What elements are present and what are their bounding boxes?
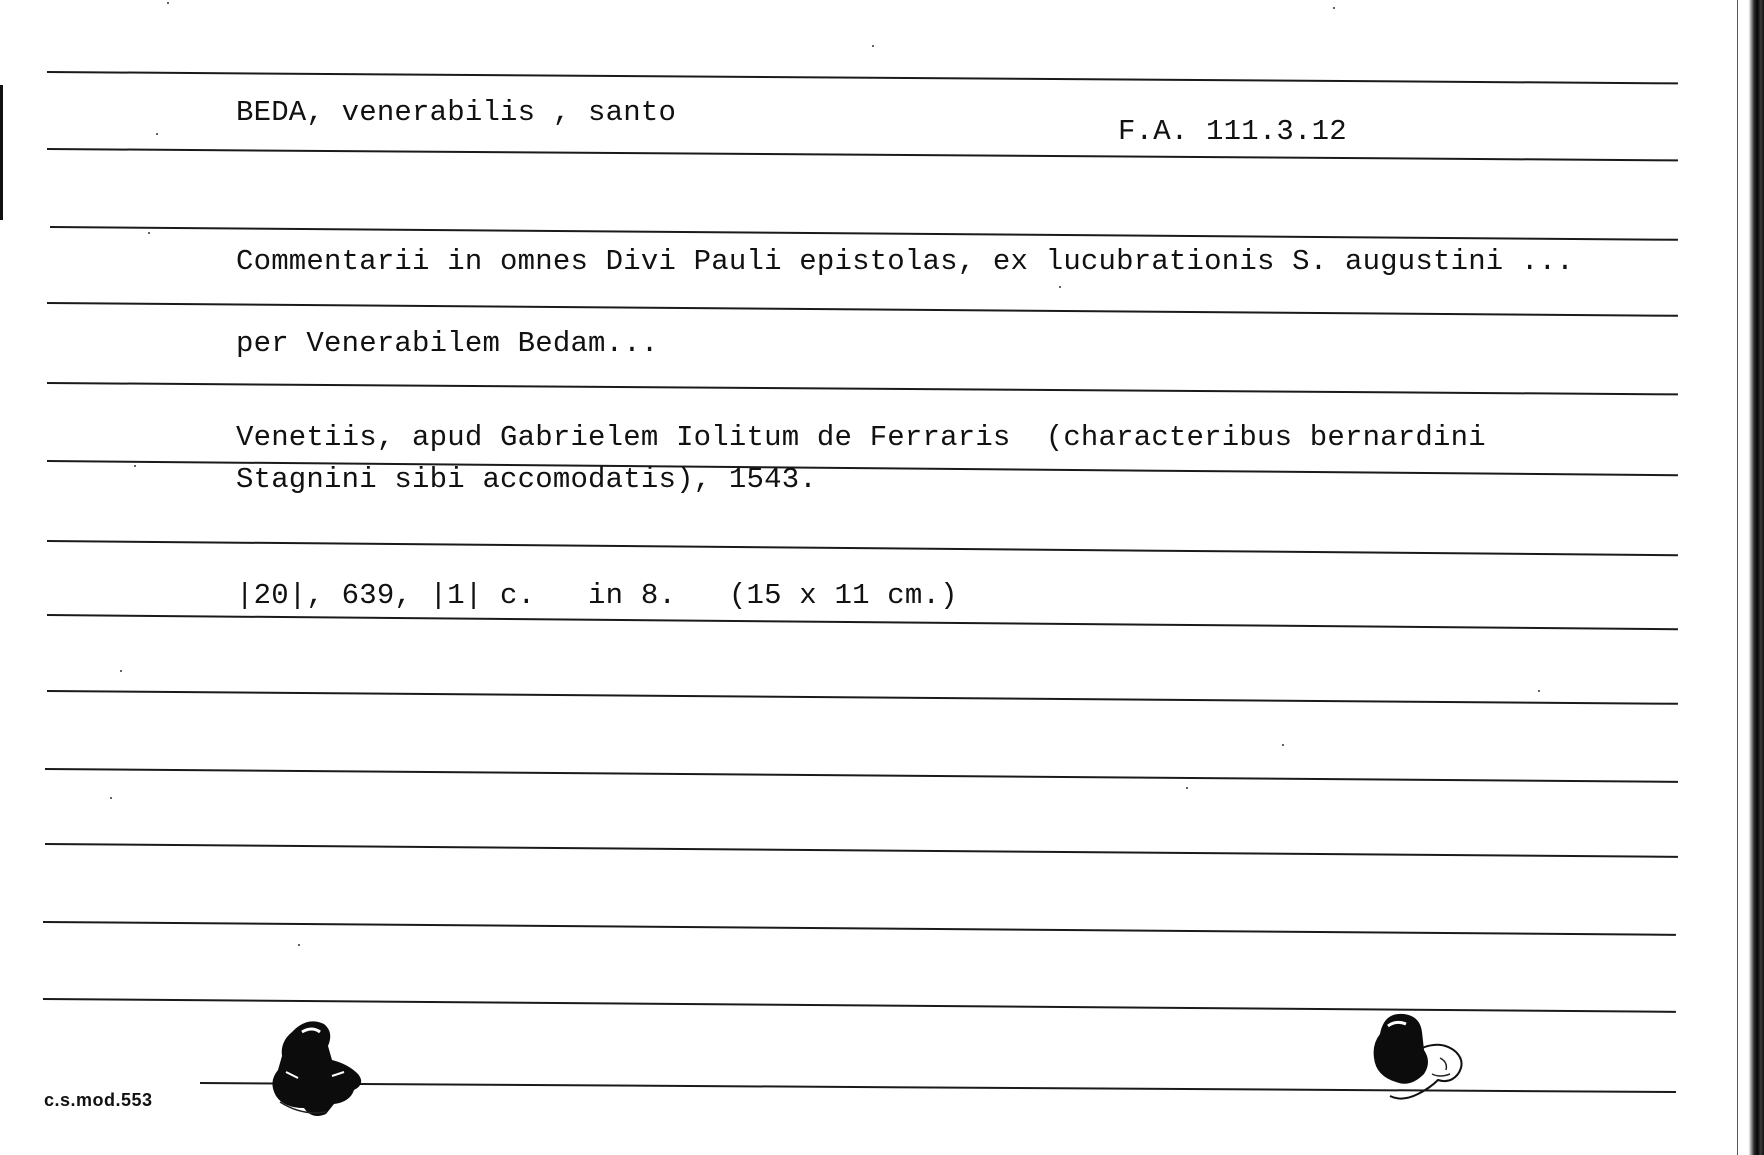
ruled-line [43,921,1676,936]
ruled-line [47,71,1678,84]
ruled-line [47,540,1678,556]
ruled-line [47,382,1678,395]
ruled-line [50,226,1678,241]
speck [1538,690,1540,692]
speck [167,2,169,4]
speck [1059,286,1061,288]
left-card-edge [0,85,3,220]
ruled-line [47,690,1678,705]
imprint-line-2: Stagnini sibi accomodatis), 1543. [236,463,817,496]
speck [872,45,874,47]
speck [1282,744,1284,746]
speck [134,465,136,467]
ruled-line [47,148,1678,161]
ruled-line [47,302,1678,317]
ruled-line [45,768,1678,783]
right-scan-shadow [1742,0,1764,1155]
speck [120,670,122,672]
imprint-line-1: Venetiis, apud Gabrielem Iolitum de Ferraris (characteribus bernardini [236,421,1486,454]
title-line-2: per Venerabilem Bedam... [236,327,659,360]
speck [1186,787,1188,789]
right-edge-line [1737,0,1738,1155]
speck [1333,7,1335,9]
shelfmark: F.A. 111.3.12 [1118,115,1347,148]
title-line-1: Commentarii in omnes Divi Pauli epistolas, ex lucubrationis S. augustini ... [236,245,1574,278]
collation: |20|, 639, |1| c. in 8. (15 x 11 cm.) [236,579,958,612]
form-code: c.s.mod.553 [44,1090,153,1110]
speck [110,797,112,799]
punch-stamp-left [262,1012,372,1122]
speck [148,232,150,234]
ruled-line [45,843,1678,858]
speck [156,133,158,135]
punch-stamp-right [1362,1004,1472,1114]
author-heading: BEDA, venerabilis , santo [236,96,677,129]
speck [298,944,300,946]
ruled-line [47,614,1678,630]
